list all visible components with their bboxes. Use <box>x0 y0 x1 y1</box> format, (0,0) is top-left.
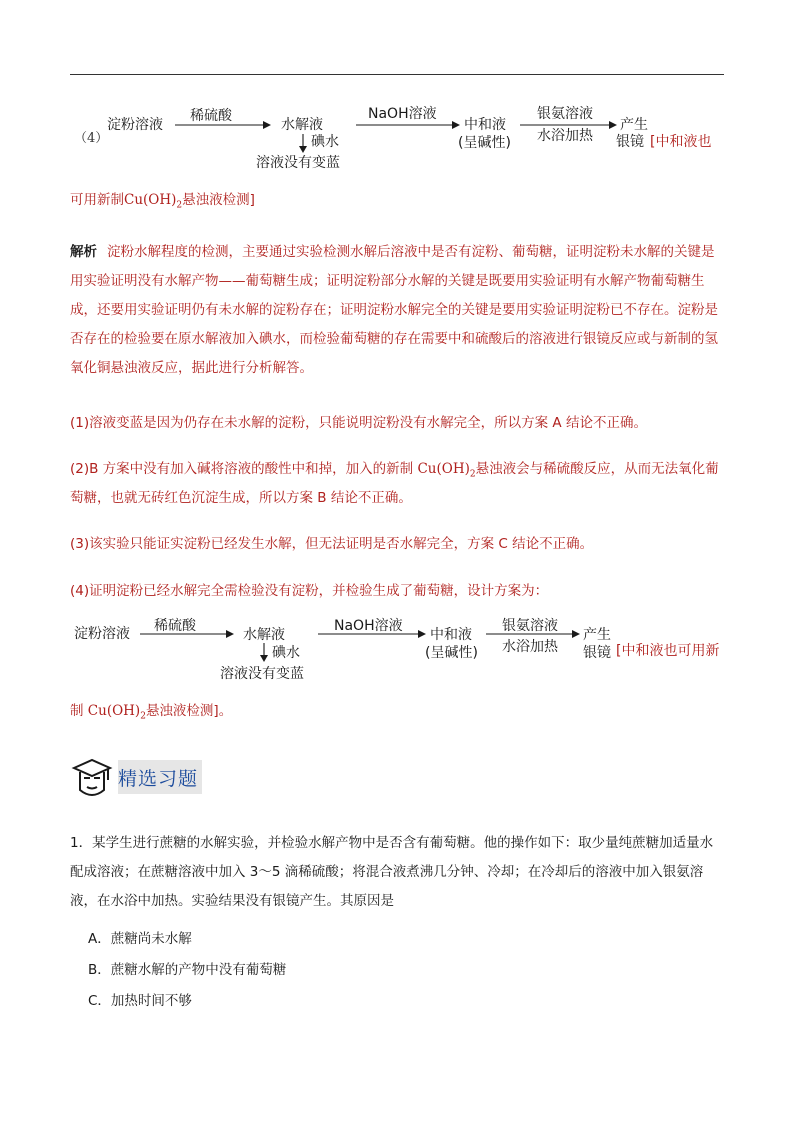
flow2-produce: 产生 <box>583 627 611 643</box>
analysis-paragraph <box>70 238 722 383</box>
analysis-label: 解析 <box>70 244 97 260</box>
flow1-iodine: 碘水 <box>311 134 339 150</box>
flow2-start: 淀粉溶液 <box>74 626 130 642</box>
flow2-arrowhead-1 <box>226 630 234 638</box>
flow1-reagent-acid: 稀硫酸 <box>190 108 232 124</box>
flow1-note-c: 悬浊液检测] <box>182 192 255 208</box>
flow1-note-continued <box>70 186 722 215</box>
analysis-p2-a: (2)B 方案中没有加入碱将溶液的酸性中和掉，加入的新制 <box>70 461 418 477</box>
flow2-arrowhead-3 <box>572 630 580 638</box>
flow1-mirror: 银镜 <box>616 134 644 150</box>
flow2-alkaline: (呈碱性) <box>425 645 478 661</box>
flow2-mirror: 银镜 <box>583 645 611 661</box>
flow1-number: （4） <box>74 131 109 146</box>
flow2-iodine: 碘水 <box>272 645 300 661</box>
flow1-alkaline: (呈碱性) <box>458 135 511 151</box>
option-a: A．蔗糖尚未水解 <box>88 931 192 947</box>
flow2-down-arrowhead <box>260 655 268 662</box>
flow1-reagent-silver: 银氨溶液 <box>537 106 593 122</box>
flow1-start: 淀粉溶液 <box>107 117 163 133</box>
analysis-point-2 <box>70 455 722 513</box>
analysis-point-3: (3)该实验只能证实淀粉已经发生水解，但无法证明是否水解完全，方案 C 结论不正确。 <box>70 536 594 552</box>
flow1-neutral: 中和液 <box>464 117 506 133</box>
flow2-reagent-naoh: NaOH溶液 <box>334 618 403 634</box>
scholar-icon <box>70 756 114 802</box>
flow1-cu-subscript: 2 <box>176 200 183 211</box>
flow2-arrowhead-2 <box>418 630 426 638</box>
analysis-p2-subscript: 2 <box>469 469 476 480</box>
flow2-note-c: 悬浊液检测]。 <box>145 703 233 719</box>
flow2-note-continued <box>70 697 722 726</box>
flow1-reagent-naoh: NaOH溶液 <box>368 106 437 122</box>
flow-diagram-1 <box>74 105 711 171</box>
flow2-condition: 水浴加热 <box>502 639 558 655</box>
flow2-neutral: 中和液 <box>430 627 472 643</box>
option-b: B．蔗糖水解的产物中没有葡萄糖 <box>88 962 287 978</box>
flow2-reagent-silver: 银氨溶液 <box>502 618 558 634</box>
section-heading <box>70 752 250 802</box>
analysis-p2-b: 悬浊液会与稀硫酸反应，从而无法氧化葡萄糖，也就无砖红色沉淀生成，所以方案 B 结论不正确。 <box>70 461 719 506</box>
flow1-arrowhead-3 <box>609 121 617 129</box>
flow2-note-a: [中和液也可用新 <box>616 643 720 659</box>
flow1-no-change: 溶液没有变蓝 <box>256 155 340 171</box>
flow1-arrowhead-2 <box>452 121 460 129</box>
analysis-p2-cu: Cu(OH) <box>417 461 470 477</box>
question-stem: 1．某学生进行蔗糖的水解实验，并检验水解产物中是否含有葡萄糖。他的操作如下：取少量纯蔗糖加适量水配成溶液；在蔗糖溶液中加入 3～5 滴稀硫酸；将混合液煮沸几分钟、冷却；在冷却后的溶液中加入银氨溶液，在水浴中加热。实验结果没有银镜产生。其原因是 <box>70 835 714 909</box>
flow1-condition: 水浴加热 <box>537 128 593 144</box>
analysis-text: 淀粉水解程度的检测，主要通过实验检测水解后溶液中是否有淀粉、葡萄糖，证明淀粉未水解的关键是用实验证明没有水解产物——葡萄糖生成；证明淀粉部分水解的关键是既要用实验证明有水解产物葡萄糖生成，还要用实验证明仍有未水解的淀粉存在；证明淀粉水解完全的关键是要用实验证明淀粉已不存在。淀粉是否存在的检验要在原水解液加入碘水，而检验葡萄糖的存在需要中和硫酸后的溶液进行银镜反应或与新制的氢氧化铜悬浊液反应，据此进行分析解答。 <box>70 244 718 376</box>
flow1-down-arrowhead <box>299 146 307 153</box>
flow2-cu-formula: Cu(OH) <box>87 703 141 719</box>
flow2-reagent-acid: 稀硫酸 <box>154 618 196 634</box>
flow2-hydrolysate: 水解液 <box>243 627 285 643</box>
option-c: C．加热时间不够 <box>88 993 192 1009</box>
flow-diagram-2 <box>74 617 719 682</box>
flow1-note-b: 可用新制 <box>70 192 124 208</box>
section-title: 精选习题 <box>118 768 199 790</box>
flow1-produce: 产生 <box>620 117 648 133</box>
flow2-note-b: 制 <box>70 703 88 719</box>
flow1-note-a: [中和液也 <box>650 134 712 150</box>
analysis-point-1: (1)溶液变蓝是因为仍存在未水解的淀粉，只能说明淀粉没有水解完全，所以方案 A 结论不正确。 <box>70 415 647 431</box>
flow2-cu-subscript: 2 <box>140 711 146 722</box>
flow1-arrowhead-1 <box>263 121 271 129</box>
flow1-cu-formula: Cu(OH) <box>124 192 177 208</box>
analysis-point-4: (4)证明淀粉已经水解完全需检验没有淀粉，并检验生成了葡萄糖，设计方案为： <box>70 583 549 599</box>
flow2-no-change: 溶液没有变蓝 <box>220 666 304 682</box>
flow1-hydrolysate: 水解液 <box>281 117 323 133</box>
